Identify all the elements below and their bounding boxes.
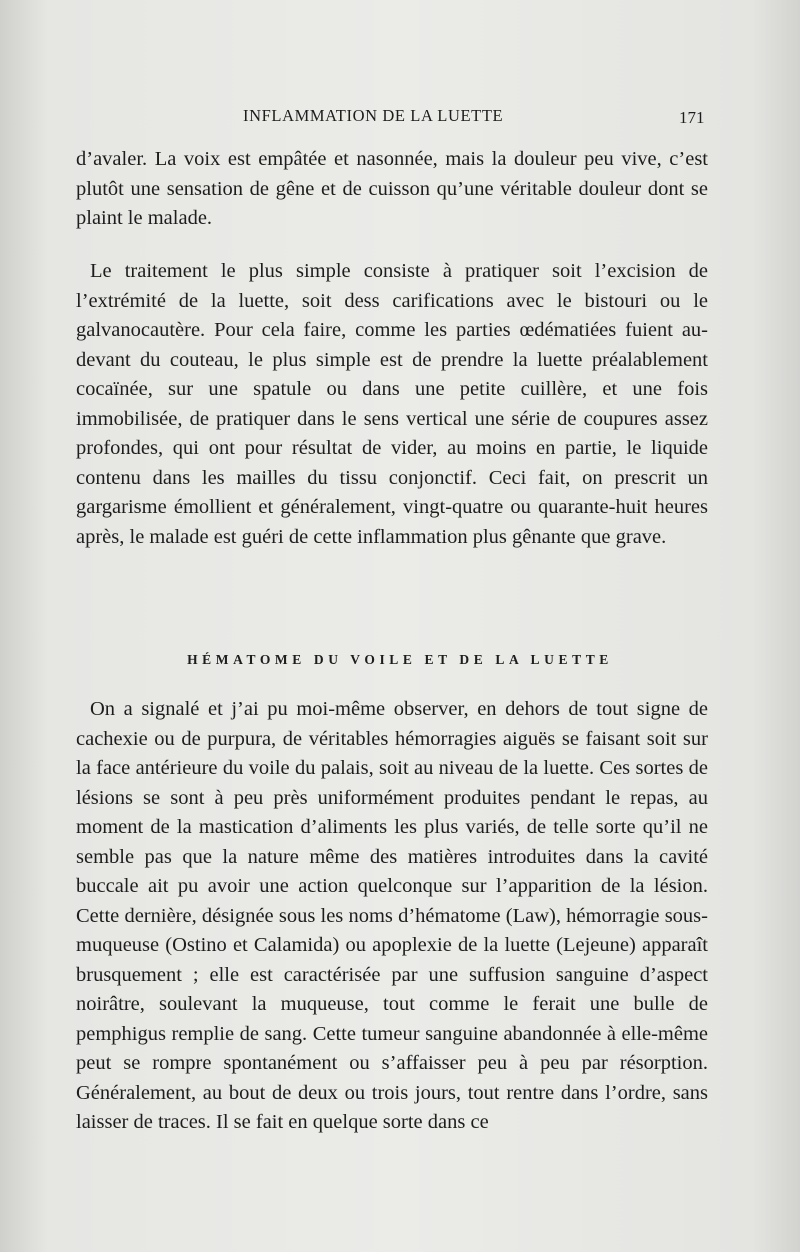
running-header xyxy=(0,106,800,132)
paragraph-continuation: d’avaler. La voix est empâtée et nasonnée, mais la douleur peu vive, c’est plutôt une sensation de gêne et de cuisson qu’une véritable douleur dont se plaint le malade. xyxy=(76,148,708,229)
running-title: INFLAMMATION DE LA LUETTE xyxy=(243,106,504,125)
section-heading: HÉMATOME DU VOILE ET DE LA LUETTE xyxy=(187,652,613,667)
paragraph-hematoma: On a signalé et j’ai pu moi-même observer, en dehors de tout signe de cachexie ou de purpura, de véritables hémorragies aiguës se faisant soit sur la face antérieure du voile du palais, soit au niveau de la luette. Ces sortes de lésions se sont à peu près uniformément produites pendant le repas, au moment de la mastication d’aliments les plus variés, de telle sorte qu’il ne semble pas que la nature même des matières introduites dans la cavité buccale ait pu avoir une action quelconque sur l’apparition de la lésion. Cette dernière, désignée sous les noms d’hématome (Law), hémorragie sous-muqueuse (Ostino et Calamida) ou apoplexie de la luette (Lejeune) apparaît brusquement ; elle est caractérisée par une suffusion sanguine d’aspect noirâtre, soulevant la muqueuse, tout comme le ferait une bulle de pemphigus remplie de sang. Cette tumeur sanguine abandonnée à elle-même peut se rompre spontanément ou s’affaisser peu à peu par résorption. Généralement, au bout de deux ou trois jours, tout rentre dans l’ordre, sans laisser de traces. Il se fait en quelque sorte dans ce xyxy=(76,698,708,1133)
paragraph-treatment: Le traitement le plus simple consiste à pratiquer soit l’excision de l’extrémité de la luette, soit dess carifications avec le bistouri ou le galvanocautère. Pour cela faire, comme les parties œdématiées fuient au-devant du couteau, le plus simple est de prendre la luette préalablement cocaïnée, sur une spatule ou dans une petite cuillère, et une fois immobilisée, de pratiquer dans le sens vertical une série de coupures assez profondes, qui ont pour résultat de vider, au moins en partie, le liquide contenu dans les mailles du tissu conjonctif. Ceci fait, on prescrit un gargarisme émollient et généralement, vingt-quatre ou quarante-huit heures après, le malade est guéri de cette inflammation plus gênante que grave. xyxy=(76,260,708,548)
page-number: 171 xyxy=(679,108,705,127)
